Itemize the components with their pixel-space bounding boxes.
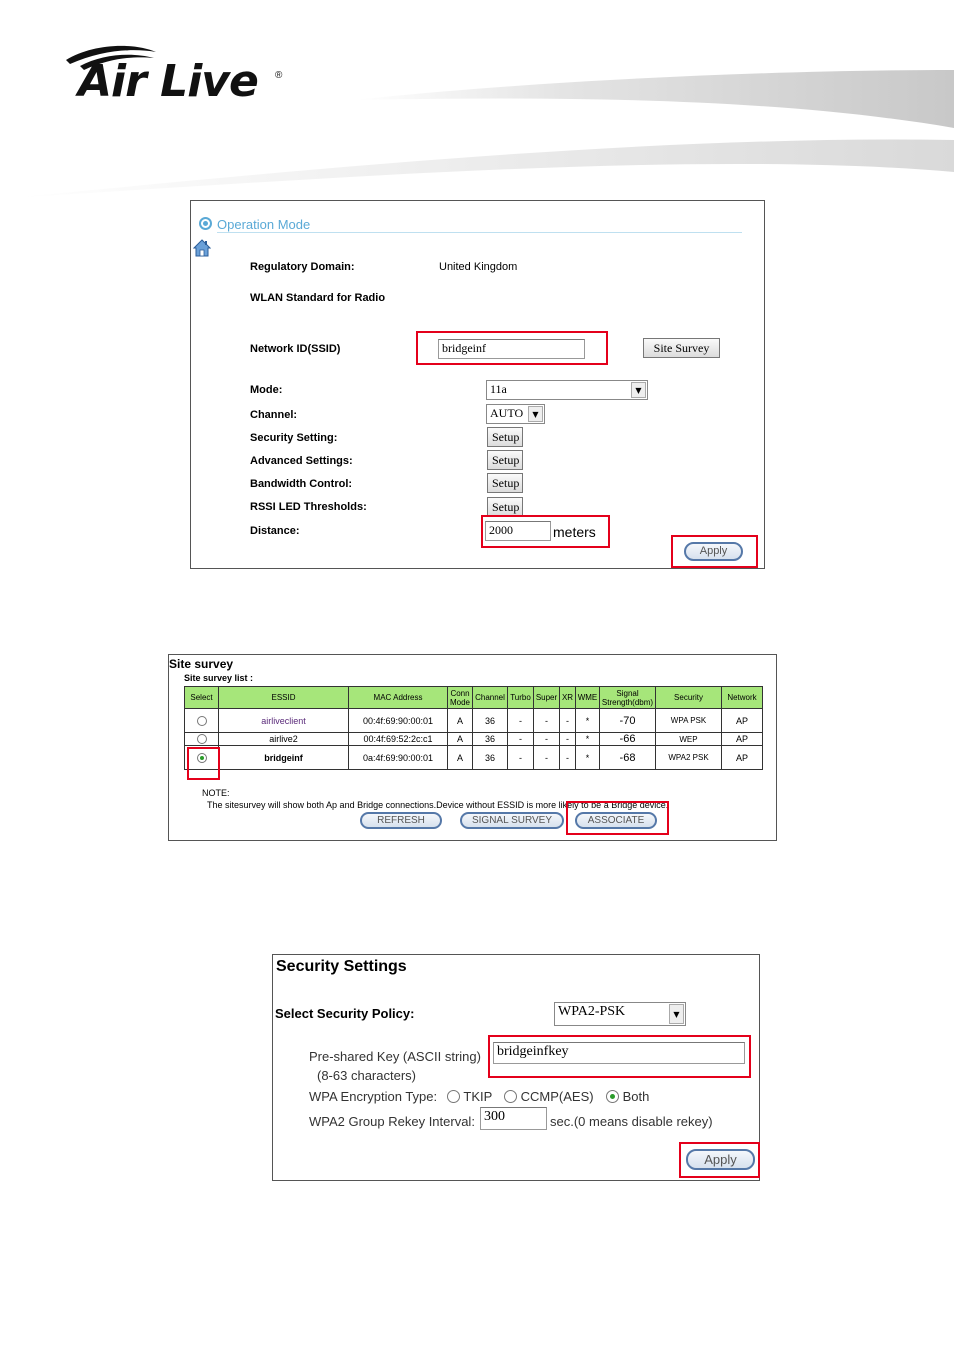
col-signal: Signal Strength(dbm): [600, 687, 656, 709]
wme-cell: *: [576, 733, 600, 746]
conn-cell: A: [448, 733, 473, 746]
signal-survey-button[interactable]: SIGNAL SURVEY: [460, 812, 564, 829]
super-cell: -: [534, 709, 560, 733]
col-channel: Channel: [473, 687, 508, 709]
distance-label: Distance:: [250, 525, 300, 537]
wlan-standard-label: WLAN Standard for Radio: [250, 292, 386, 304]
essid-cell[interactable]: bridgeinf: [219, 746, 349, 770]
channel-select[interactable]: [486, 404, 545, 424]
ccmp-radio[interactable]: [504, 1090, 517, 1103]
wme-cell: *: [576, 746, 600, 770]
xr-cell: -: [560, 733, 576, 746]
conn-cell: A: [448, 746, 473, 770]
regulatory-domain-label: Regulatory Domain:: [250, 261, 355, 273]
xr-cell: -: [560, 746, 576, 770]
chevron-down-icon[interactable]: ▼: [631, 382, 646, 398]
super-cell: -: [534, 733, 560, 746]
ssid-highlight: [416, 331, 608, 365]
mode-select[interactable]: [486, 380, 648, 400]
channel-cell: 36: [473, 733, 508, 746]
distance-unit: meters: [553, 524, 596, 540]
rssi-thresholds-label: RSSI LED Thresholds:: [250, 501, 367, 513]
tkip-label: TKIP: [463, 1089, 493, 1104]
chevron-down-icon[interactable]: ▼: [669, 1004, 684, 1024]
ssid-label: Network ID(SSID): [250, 343, 341, 355]
wme-cell: *: [576, 709, 600, 733]
conn-cell: A: [448, 709, 473, 733]
ssid-input[interactable]: bridgeinf: [438, 339, 585, 359]
signal-cell: -70: [600, 709, 656, 733]
channel-cell: 36: [473, 746, 508, 770]
select-cell: [185, 709, 219, 733]
both-radio-selected[interactable]: [606, 1090, 619, 1103]
site-survey-table: [184, 686, 763, 770]
security-setup-button[interactable]: Setup: [487, 427, 523, 447]
title-divider: [217, 232, 742, 233]
channel-label: Channel:: [250, 409, 298, 421]
rekey-suffix: sec.(0 means disable rekey): [550, 1114, 713, 1129]
enc-option-both[interactable]: [606, 1089, 649, 1104]
col-mac: MAC Address: [349, 687, 448, 709]
security-cell: WPA PSK: [656, 709, 722, 733]
brand-logo: Air Live: [78, 56, 258, 107]
distance-highlight: [481, 515, 610, 548]
associate-button[interactable]: ASSOCIATE: [575, 812, 657, 829]
rekey-input[interactable]: 300: [480, 1107, 547, 1130]
panel-title: Operation Mode: [217, 217, 311, 232]
network-cell: AP: [722, 746, 763, 770]
home-icon[interactable]: [193, 239, 211, 257]
row-radio[interactable]: [197, 716, 207, 726]
tkip-radio[interactable]: [447, 1090, 460, 1103]
mode-select-value: 11a: [490, 382, 507, 396]
site-survey-button[interactable]: Site Survey: [643, 338, 720, 358]
rssi-setup-button[interactable]: Setup: [487, 497, 523, 517]
security-cell: WPA2 PSK: [656, 746, 722, 770]
chevron-down-icon[interactable]: ▼: [528, 406, 543, 422]
turbo-cell: -: [508, 733, 534, 746]
security-settings-title: Security Settings: [276, 958, 407, 975]
both-label: Both: [622, 1089, 650, 1104]
section-bullet-icon: [199, 217, 212, 230]
essid-cell[interactable]: airliveclient: [219, 709, 349, 733]
col-network: Network: [722, 687, 763, 709]
apply-highlight: [679, 1142, 760, 1178]
col-security: Security: [656, 687, 722, 709]
mac-cell: 00:4f:69:52:2c:c1: [349, 733, 448, 746]
bandwidth-control-label: Bandwidth Control:: [250, 478, 353, 490]
xr-cell: -: [560, 709, 576, 733]
super-cell: -: [534, 746, 560, 770]
psk-hint: (8-63 characters): [317, 1068, 416, 1083]
psk-highlight: [488, 1035, 751, 1078]
signal-cell: -68: [600, 746, 656, 770]
ccmp-label: CCMP(AES): [520, 1089, 594, 1104]
note-title: NOTE:: [202, 788, 230, 798]
distance-input[interactable]: 2000: [485, 521, 551, 541]
enc-option-ccmp[interactable]: [504, 1089, 594, 1104]
col-select: Select: [185, 687, 219, 709]
select-highlight: [187, 747, 220, 780]
col-wme: WME: [576, 687, 600, 709]
apply-button[interactable]: Apply: [684, 542, 743, 561]
regulatory-domain-value: United Kingdom: [439, 261, 518, 273]
enc-option-tkip[interactable]: [447, 1089, 492, 1104]
table-row[interactable]: [185, 746, 763, 770]
turbo-cell: -: [508, 709, 534, 733]
col-super: Super: [534, 687, 560, 709]
site-survey-panel: [168, 654, 777, 841]
select-cell: [185, 733, 219, 746]
apply-highlight: [671, 535, 758, 568]
policy-label: Select Security Policy:: [275, 1006, 415, 1021]
col-essid: ESSID: [219, 687, 349, 709]
apply-button[interactable]: Apply: [686, 1149, 755, 1170]
mac-cell: 0a:4f:69:90:00:01: [349, 746, 448, 770]
col-turbo: Turbo: [508, 687, 534, 709]
policy-select-value: WPA2-PSK: [558, 1004, 626, 1019]
essid-cell[interactable]: airlive2: [219, 733, 349, 746]
encryption-label: WPA Encryption Type:: [309, 1089, 438, 1104]
refresh-button[interactable]: REFRESH: [360, 812, 442, 829]
site-survey-title: Site survey: [169, 657, 234, 671]
registered-mark: ®: [275, 70, 283, 81]
advanced-settings-label: Advanced Settings:: [250, 455, 353, 467]
psk-input[interactable]: bridgeinfkey: [493, 1042, 745, 1064]
operation-mode-panel: [190, 200, 765, 569]
security-cell: WEP: [656, 733, 722, 746]
associate-highlight: [566, 801, 669, 835]
bandwidth-setup-button[interactable]: Setup: [487, 473, 523, 493]
network-cell: AP: [722, 733, 763, 746]
table-header-row: [185, 687, 763, 709]
rekey-label: WPA2 Group Rekey Interval:: [309, 1114, 475, 1129]
signal-cell: -66: [600, 733, 656, 746]
mac-cell: 00:4f:69:90:00:01: [349, 709, 448, 733]
note-text: The sitesurvey will show both Ap and Bridge connections.Device without ESSID is more likely to be a Bridge device.: [207, 800, 669, 810]
policy-select[interactable]: [554, 1002, 686, 1026]
turbo-cell: -: [508, 746, 534, 770]
page-header: [0, 0, 954, 200]
channel-select-value: AUTO: [490, 406, 524, 420]
channel-cell: 36: [473, 709, 508, 733]
mode-label: Mode:: [250, 384, 283, 396]
table-row[interactable]: [185, 709, 763, 733]
advanced-setup-button[interactable]: Setup: [487, 450, 523, 470]
col-xr: XR: [560, 687, 576, 709]
site-survey-list-title: Site survey list :: [184, 673, 254, 683]
psk-label: Pre-shared Key (ASCII string): [309, 1049, 481, 1064]
col-conn-mode: Conn Mode: [448, 687, 473, 709]
security-setting-label: Security Setting:: [250, 432, 338, 444]
table-row[interactable]: [185, 733, 763, 746]
row-radio[interactable]: [197, 734, 207, 744]
security-settings-panel: [272, 954, 760, 1181]
network-cell: AP: [722, 709, 763, 733]
